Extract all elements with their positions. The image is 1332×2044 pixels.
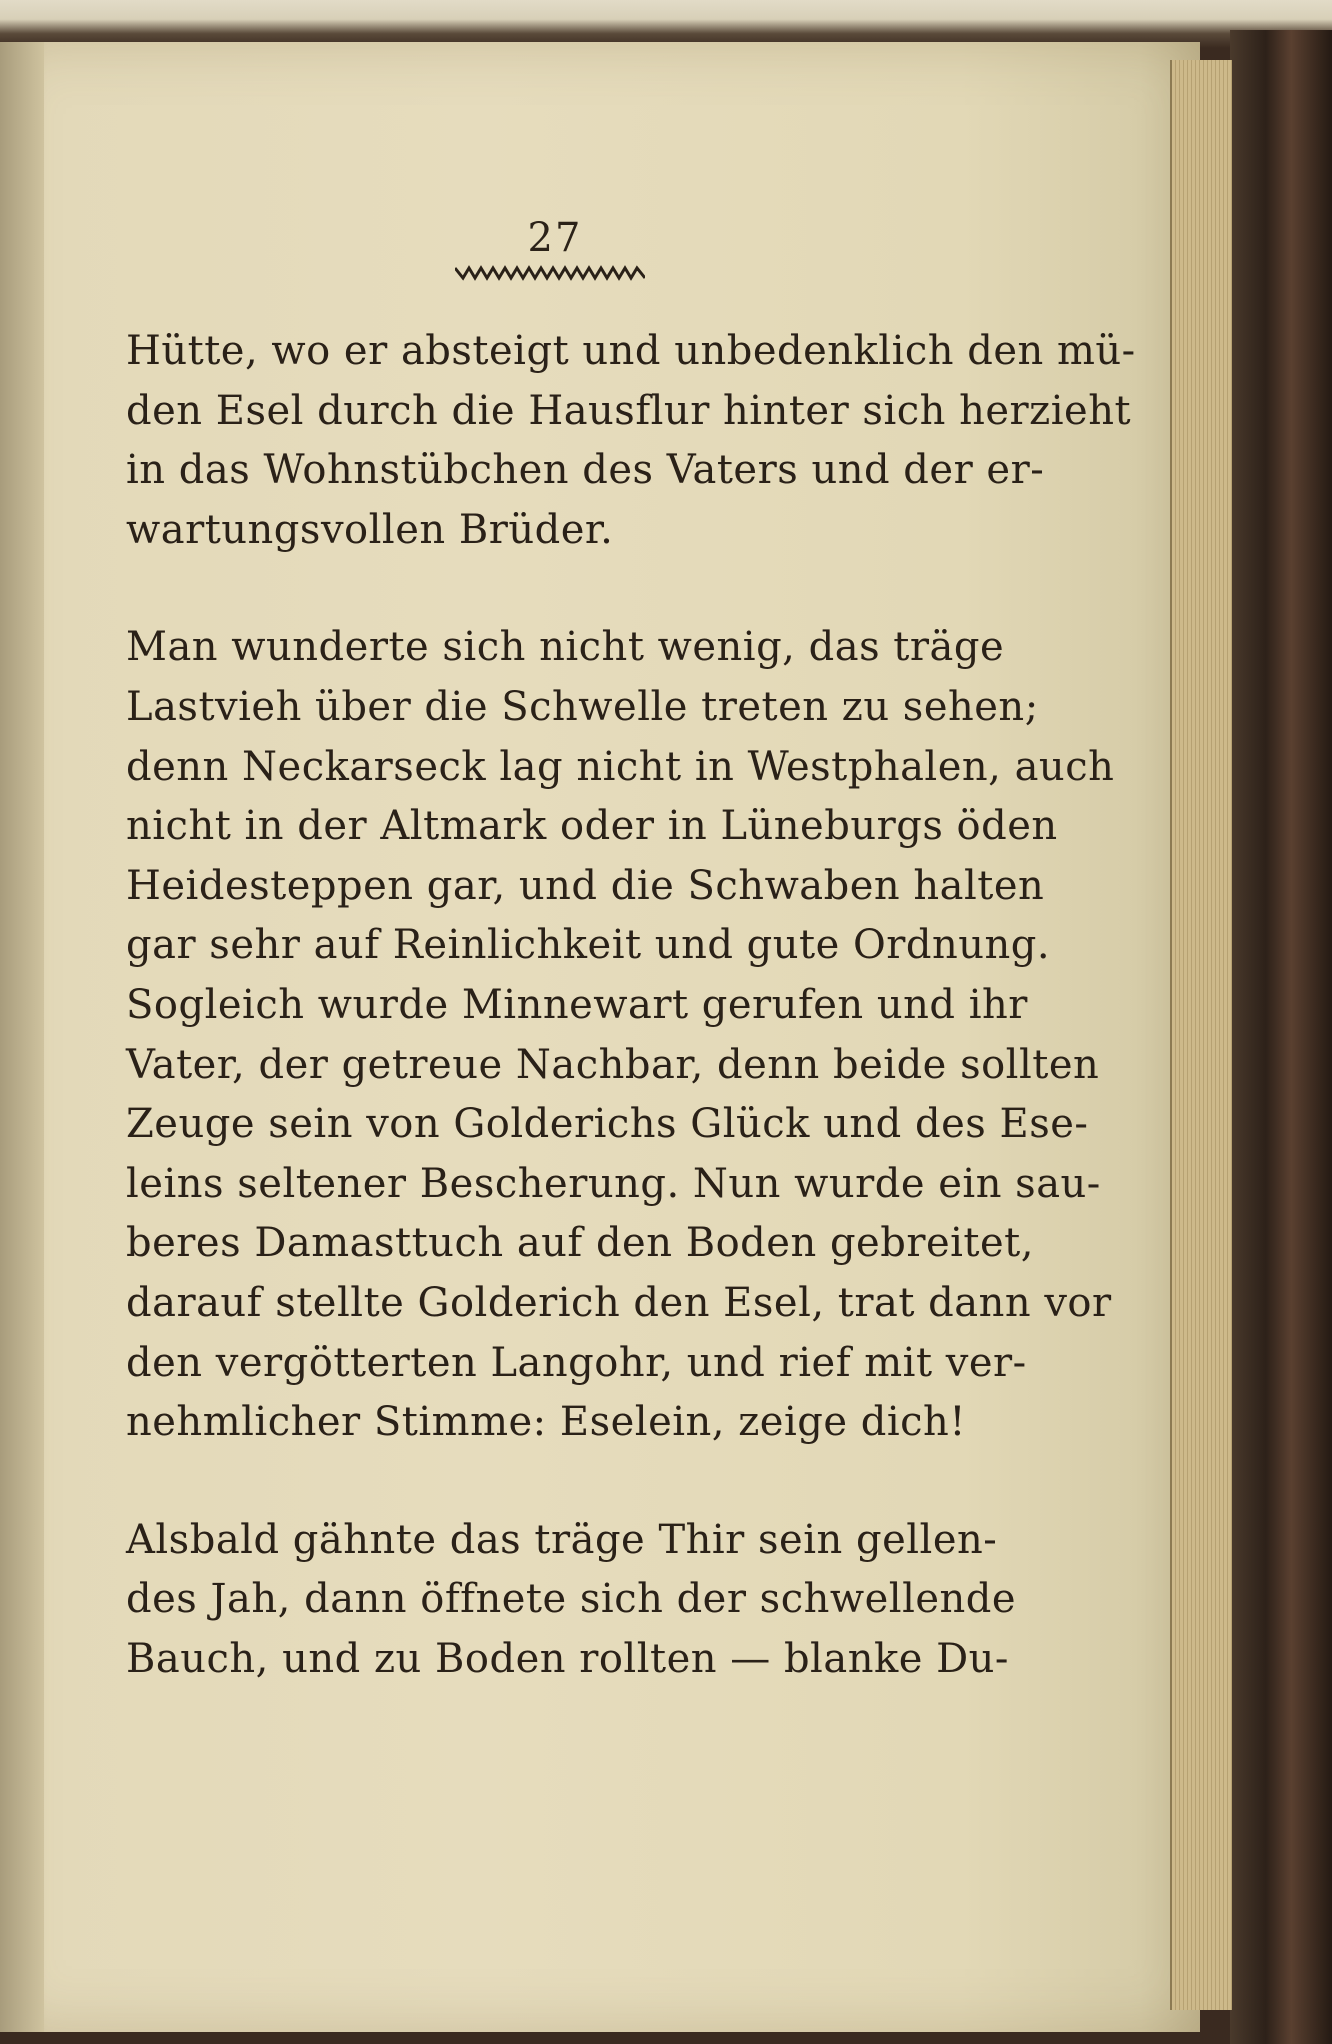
text-line: den vergötterten Langohr, und rief mit ver- xyxy=(126,1339,1027,1386)
paragraph-gap xyxy=(126,1453,970,1511)
page-fore-edge xyxy=(1170,60,1232,2010)
text-line: Zeuge sein von Golderichs Glück und des Ese- xyxy=(126,1101,1089,1148)
text-line: nehmlicher Stimme: Eselein, zeige dich! xyxy=(126,1399,966,1446)
text-line: Heidesteppen gar, und die Schwaben halten xyxy=(126,862,1045,909)
page-gutter xyxy=(0,42,44,2032)
paragraph-3 xyxy=(126,1511,1017,1690)
cover-top-edge xyxy=(0,0,1332,48)
text-line: Man wunderte sich nicht wenig, das träge xyxy=(126,624,1005,671)
paragraph-1 xyxy=(126,322,1136,560)
text-line: Vater, der getreue Nachbar, denn beide sollten xyxy=(126,1041,1100,1088)
text-line: Alsbald gähnte das träge Thir sein gellen- xyxy=(126,1516,998,1563)
text-line: beres Damasttuch auf den Boden gebreitet, xyxy=(126,1220,1034,1267)
text-line: in das Wohnstübchen des Vaters und der er- xyxy=(126,447,1045,494)
text-line: Sogleich wurde Minnewart gerufen und ihr xyxy=(126,981,1028,1028)
book-cover-edge xyxy=(1230,30,1332,2044)
text-line: Hütte, wo er absteigt und unbedenklich den mü- xyxy=(126,328,1136,374)
text-line: den Esel durch die Hausflur hinter sich herzieht xyxy=(126,387,1132,434)
text-line: denn Neckarseck lag nicht in Westphalen, auch xyxy=(126,743,1115,790)
body-text xyxy=(126,322,1136,1689)
text-line: nicht in der Altmark oder in Lüneburgs öden xyxy=(126,803,1058,850)
page-number: 27 xyxy=(527,215,583,261)
text-line: des Jah, dann öffnete sich der schwellende xyxy=(126,1576,1017,1623)
paragraph-2 xyxy=(126,618,1115,1452)
text-line: Bauch, und zu Boden rollten — blanke Du- xyxy=(126,1635,1009,1682)
wavy-rule-ornament xyxy=(455,264,645,282)
text-line: Lastvieh über die Schwelle treten zu sehen; xyxy=(126,683,1039,730)
text-line: darauf stellte Golderich den Esel, trat dann vor xyxy=(126,1279,1112,1326)
text-line: gar sehr auf Reinlichkeit und gute Ordnung. xyxy=(126,922,1051,969)
paragraph-gap xyxy=(126,560,970,618)
text-line: wartungsvollen Brüder. xyxy=(126,506,614,553)
text-line: leins seltener Bescherung. Nun wurde ein sau- xyxy=(126,1160,1101,1207)
